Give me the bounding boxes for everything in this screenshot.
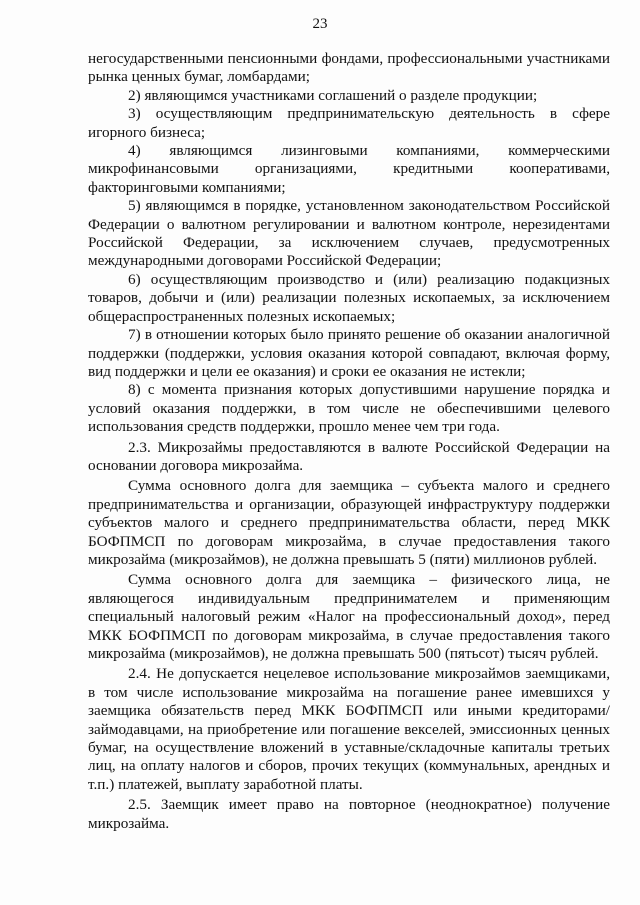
- list-item-2: 2) являющимся участниками соглашений о разделе продукции;: [128, 86, 538, 104]
- paragraph-loan-limit-business: Сумма основного долга для заемщика – субъекта малого и среднего предпринимательства и организации, образующей инфраструктуру поддержки субъектов малого и среднего предпринимательства области, перед МКК БОФПМСП по договорам микрозайма, в случае предоставления такого микрозайма (микрозаймов), не должна превышать 5 (пяти) миллионов рублей.: [88, 477, 610, 568]
- list-item-7: 7) в отношении которых было принято решение об оказании аналогичной поддержки (поддержки, условия оказания которой совпадают, включая форму, вид поддержки и цели ее оказания) и сроки ее оказания не истекли;: [88, 326, 610, 380]
- list-item-3: 3) осуществляющим предпринимательскую деятельность в сфере игорного бизнеса;: [88, 105, 610, 141]
- clause-2-5: 2.5. Заемщик имеет право на повторное (неоднократное) получение микрозайма.: [88, 796, 610, 832]
- page-number: 23: [312, 16, 328, 32]
- list-item-5: 5) являющимся в порядке, установленном законодательством Российской Федерации о валютном регулировании и валютном контроле, нерезидентами Российской Федерации, за исключением случаев, предусмотренных международными договорами Российской Федерации;: [88, 197, 610, 270]
- clause-2-4: 2.4. Не допускается нецелевое использование микрозаймов заемщиками, в том числе использование микрозайма на погашение ранее имевшихся у заемщика обязательств перед МКК БОФПМСП или иными кредиторами/займодавцами, на приобретение или погашение векселей, эмиссионных ценных бумаг, на осуществление вложений в уставные/складочные капиталы третьих лиц, на оплату налогов и сборов, прочих текущих (коммунальных, арендных и т.п.) платежей, выплату заработной платы.: [88, 665, 610, 793]
- document-body: [88, 50, 610, 833]
- list-item-8: 8) с момента признания которых допустившими нарушение порядка и условий оказания поддержки, в том числе не обеспечившими целевого использования средств поддержки, прошло менее чем три года.: [88, 381, 610, 436]
- paragraph-continuation: негосударственными пенсионными фондами, профессиональными участниками рынка ценных бумаг, ломбардами;: [88, 50, 610, 86]
- list-item-6: 6) осуществляющим производство и (или) реализацию подакцизных товаров, добычи и (или) реализации полезных ископаемых, за исключением общераспространенных полезных ископаемых;: [88, 270, 610, 325]
- list-item-4: 4) являющимся лизинговыми компаниями, коммерческими микрофинансовыми организациями, кредитными кооперативами, факторинговыми компаниями;: [88, 142, 610, 196]
- clause-2-3: 2.3. Микрозаймы предоставляются в валюте Российской Федерации на основании договора микрозайма.: [88, 438, 610, 474]
- paragraph-loan-limit-individual: Сумма основного долга для заемщика – физического лица, не являющегося индивидуальным предпринимателем и применяющим специальный налоговый режим «Налог на профессиональный доход», перед МКК БОФПМСП по договорам микрозайма, в случае предоставления такого микрозайма (микрозаймов), не должна превышать 500 (пятьсот) тысяч рублей.: [88, 571, 610, 662]
